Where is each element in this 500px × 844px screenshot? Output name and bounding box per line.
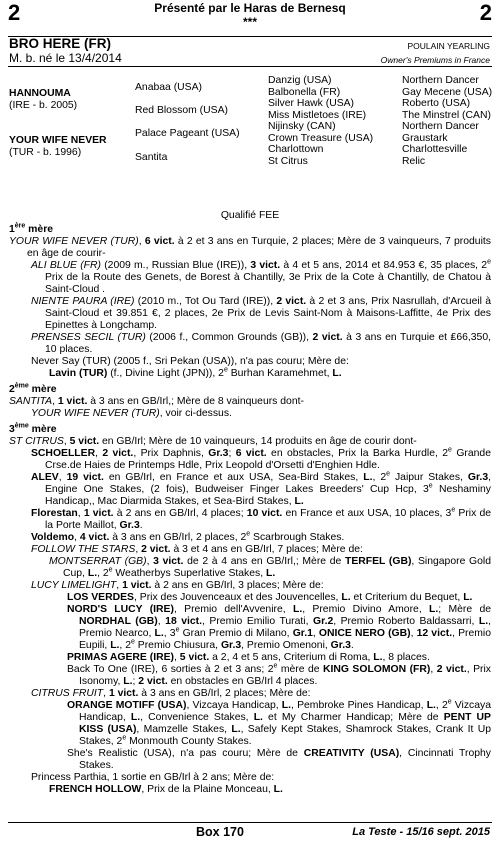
gen3-item: Silver Hawk (USA) <box>268 98 355 109</box>
paragraph: FOLLOW THE STARS, 2 vict. à 3 et 4 ans en GB/Irl, 7 places; Mère de: <box>31 544 363 555</box>
dam-name: YOUR WIFE NEVER <box>9 135 107 146</box>
paragraph: Lavin (TUR) (f., Divine Light (JPN)), 2e Burhan Karamehmet, L. <box>49 366 342 379</box>
paragraph: Never Say (TUR) (2005 f., Sri Pekan (USA)), n'a pas couru; Mère de: <box>31 356 349 367</box>
catalogue-body <box>9 222 491 796</box>
pedigree-divider <box>8 66 492 67</box>
paragraph: Back To One (IRE), 6 sorties à 2 et 3 ans; 2e mère de KING SOLOMON (FR), 2 vict., Prix Isonomy, L.; 2 vict. en obstacles en GB/Irl 4 places. <box>67 662 491 687</box>
paragraph: LOS VERDES, Prix des Jouvenceaux et des Jouvencelles, L. et Criterium du Bequet, L. <box>67 592 473 603</box>
consignor-title: Présenté par le Haras de Bernesq <box>154 1 346 15</box>
paragraph: MONTSERRAT (GB), 3 vict. de 2 à 4 ans en GB/Irl,; Mère de TERFEL (GB), Singapore Gold Cup, L., 2e Weatherbys Superlative Stakes, L. <box>49 556 491 579</box>
gen3-item: Miss Mistletoes (IRE) <box>268 109 367 121</box>
gen3-item: Danzig (USA) <box>268 75 332 86</box>
gen4-item: Northern Dancer <box>402 75 479 86</box>
gen4-item: Relic <box>402 155 426 167</box>
paragraph: Voldemo, 4 vict. à 3 ans en GB/Irl, 2 places, 2e Scarbrough Stakes. <box>31 530 345 543</box>
dam-info: (TUR - b. 1996) <box>9 146 82 158</box>
paragraph: NORD'S LUCY (IRE), Premio dell'Avvenire, L., Premio Divino Amore, L.; Mère de NORDHAL (GB), 18 vict., Premio Emilio Turati, Gr.2, Premio Roberto Baldassarri, L., Premio Nearco, L., 3e Gran Premio di Milano, Gr.1, ONICE NERO (GB), 12 vict., Premio Eupili, L., 2e Premio Chiusura, Gr.3, Premio Omenoni, Gr.3. <box>67 604 491 651</box>
gen3-item: St Citrus <box>268 155 308 167</box>
section-first-dam: 1ère mère <box>9 222 54 235</box>
lot-number-right: 2 <box>479 0 492 25</box>
horse-name: BRO HERE (FR) <box>9 36 111 51</box>
section-second-dam: 2ème mère <box>9 382 57 395</box>
footer-divider <box>8 822 492 823</box>
section-third-dam: 3ème mère <box>9 422 57 435</box>
paragraph: YOUR WIFE NEVER (TUR), voir ci-dessus. <box>31 408 232 419</box>
paragraph: ORANGE MOTIFF (USA), Vizcaya Handicap, L., Pembroke Pines Handicap, L., 2e Vizcaya Handicap, L., Convenience Stakes, L. et My Charmer Handicap; Mère de PENT UP KISS (USA), Mamzelle Stakes, L., Safely Kept Stakes, Shamrock Stakes, Crank It Up Stakes, 2e Monmouth County Stakes. <box>67 698 492 747</box>
paragraph: ALI BLUE (FR) (2009 m., Russian Blue (IRE)), 3 vict. à 4 et 5 ans, 2014 et 84.953 €, 35 places, 2e Prix de la Route des Genets, de Borest à Chantilly, 3e Prix de la Cote à Chantilly, de Chatou à Saint-Cloud . <box>31 258 491 295</box>
box-number: Box 170 <box>196 825 244 839</box>
sire-info: (IRE - b. 2005) <box>9 99 78 111</box>
paragraph: ST CITRUS, 5 vict. en GB/Irl; Mère de 10 vainqueurs, 14 produits en âge de courir dont- <box>9 436 417 447</box>
paragraph: PRIMAS AGERE (IRE), 5 vict. a 2, 4 et 5 ans, Criterium di Roma, L., 8 places. <box>67 652 430 663</box>
sale-venue: La Teste - 15/16 sept. 2015 <box>352 826 490 838</box>
paragraph: NIENTE PAURA (IRE) (2010 m., Tot Ou Tard (IRE)), 2 vict. à 2 et 3 ans, Prix Nasrullah, d'Arcueil à Saint-Cloud et 39.851 €, 2 places, 2e Prix de Levis Saint-Nom à Maisons-Laffitte, 4e Prix des Epinettes à Longchamp. <box>31 296 492 331</box>
page-header <box>0 1 500 29</box>
paragraph: LUCY LIMELIGHT, 1 vict. à 2 ans en GB/Irl, 3 places; Mère de: <box>31 580 324 591</box>
paragraph: YOUR WIFE NEVER (TUR), 6 vict. à 2 et 3 ans en Turquie, 2 places; Mère de 3 vainqueurs, 7 produits en âge de courir- <box>9 236 491 259</box>
gen3-item: Charlottown <box>268 144 324 155</box>
pedigree-gen2-3: Santita <box>135 152 168 163</box>
horse-description: M. b. né le 13/4/2014 <box>9 51 122 65</box>
gen3-item: Balbonella (FR) <box>268 86 341 98</box>
pedigree-gen2-0: Anabaa (USA) <box>135 82 202 93</box>
gen4-item: Northern Dancer <box>402 121 479 132</box>
lot-number-left: 2 <box>8 0 21 25</box>
pedigree-sire <box>9 88 77 111</box>
gen3-item: Nijinsky (CAN) <box>268 121 336 132</box>
pedigree-gen3 <box>268 75 373 167</box>
gen3-item: Crown Treasure (USA) <box>268 132 374 144</box>
paragraph: FRENCH HOLLOW, Prix de la Plaine Monceau, L. <box>49 784 283 795</box>
pedigree-dam <box>9 135 107 158</box>
paragraph: Princess Parthia, 1 sortie en GB/Irl à 2 ans; Mère de: <box>31 772 275 783</box>
paragraph: SANTITA, 1 vict. à 3 ans en GB/Irl,; Mère de 8 vainqueurs dont- <box>9 396 304 407</box>
paragraph: She's Realistic (USA), n'a pas couru; Mère de CREATIVITY (USA), Cincinnati Trophy Stakes. <box>67 748 491 771</box>
horse-category: POULAIN YEARLING <box>407 41 490 51</box>
paragraph: PRENSES SECIL (TUR) (2006 f., Common Grounds (GB)), 2 vict. à 3 ans en Turquie et ₤66,350, 10 places. <box>31 332 491 355</box>
premiums-note: Owner's Premiums in France <box>380 55 490 65</box>
paragraph: CITRUS FRUIT, 1 vict. à 3 ans en GB/Irl, 2 places; Mère de: <box>31 688 311 699</box>
pedigree-gen2-1: Red Blossom (USA) <box>135 105 228 116</box>
qualified-note: Qualifié FEE <box>220 210 280 221</box>
stars: *** <box>242 15 257 29</box>
gen4-item: The Minstrel (CAN) <box>402 109 491 121</box>
paragraph: ALEV, 19 vict. en GB/Irl, en France et aux USA, Sea-Bird Stakes, L., 2e Jaipur Stakes, Gr.3, Engine One Stakes, (2 fois), Budweiser Finger Lakes Breeders' Cup Hcp, 3e Neshaminy Handicap,, Mac Diarmida Stakes, et Sea-Bird Stakes, L. <box>31 470 491 507</box>
paragraph: SCHOELLER, 2 vict., Prix Daphnis, Gr.3; 6 vict. en obstacles, Prix la Barka Hurdle, 2e Grande Crse.de Haies de Printemps Hdle, Prix Leopold d'Orsetti d'Enghien Hdle. <box>31 446 491 471</box>
gen4-item: Graustark <box>402 132 448 144</box>
gen4-item: Charlottesville <box>402 144 468 155</box>
paragraph: Florestan, 1 vict. à 2 ans en GB/Irl, 4 places; 10 vict. en France et aux USA, 10 places, 3e Prix de la Porte Maillot, Gr.3. <box>31 506 492 531</box>
pedigree-gen4 <box>402 75 492 167</box>
sire-name: HANNOUMA <box>9 88 71 99</box>
gen4-item: Gay Mecene (USA) <box>402 86 493 98</box>
pedigree-gen2-2: Palace Pageant (USA) <box>135 128 240 139</box>
gen4-item: Roberto (USA) <box>402 98 471 109</box>
